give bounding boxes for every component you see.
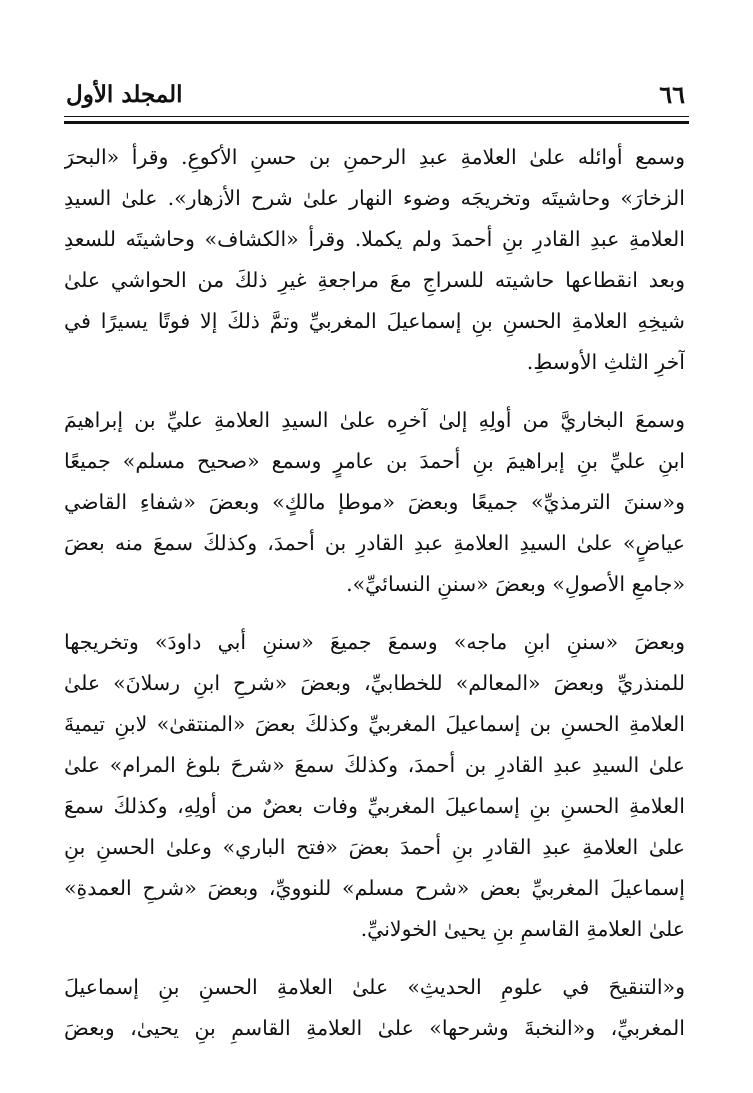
running-title: المجلد الأول (66, 81, 183, 108)
paragraph (64, 137, 685, 383)
text-line: علىٰ السيدِ عبدِ القادرِ بن أحمدَ، وكذلكَ سمعَ «شرحَ بلوغ المرام» علىٰ (64, 753, 685, 777)
paragraph (64, 622, 685, 950)
text-line: عياضٍ» علىٰ السيدِ العلامةِ عبدِ القادرِ بن أحمدَ، وكذلكَ سمعَ منه بعضَ (64, 531, 685, 555)
text-line: وسمع أوائله علىٰ العلامةِ عبدِ الرحمنِ بن حسنِ الأكوعِ. وقرأ «البحرَ (64, 145, 685, 169)
text-line: وبعضَ «سننِ ابنِ ماجه» وسمعَ جميعَ «سننِ أبي داودَ» وتخريجها (64, 630, 685, 654)
header-rule-thin (64, 116, 689, 117)
paragraph-gap (64, 605, 685, 622)
text-line: العلامةِ عبدِ القادرِ بنِ أحمدَ ولم يكملا. وقرأ «الكشاف» وحاشيتَه للسعدِ (64, 227, 685, 251)
text-line: آخرِ الثلثِ الأوسطِ. (526, 350, 685, 374)
text-line: إسماعيلَ المغربيِّ بعض «شرح مسلم» للنوويِّ، وبعضَ «شرحِ العمدةِ» (64, 876, 685, 900)
text-line: المغربيِّ، و«النخبةَ وشرحها» علىٰ العلامةِ القاسمِ بنِ يحيىٰ، وبعضَ (64, 1016, 685, 1040)
paragraph-gap (64, 950, 685, 967)
text-line: وبعد انقطاعها حاشيته للسراجِ معَ مراجعةِ غيرِ ذلكَ من الحواشي علىٰ (64, 268, 685, 292)
body-text (64, 137, 685, 1049)
text-line: العلامةِ الحسنِ بن إسماعيلَ المغربيِّ وكذلكَ بعضَ «المنتقىٰ» لابنِ تيميةَ (64, 712, 685, 736)
text-line: «جامعِ الأصولِ» وبعضَ «سننِ النسائيِّ». (346, 572, 685, 596)
text-line: شيخِهِ العلامةِ الحسنِ بنِ إسماعيلَ المغربيِّ وتمَّ ذلكَ إلا فوتًا يسيرًا في (64, 309, 685, 333)
text-line: و«التنقيحَ في علومِ الحديثِ» علىٰ العلامةِ الحسنِ بنِ إسماعيلَ (64, 975, 685, 999)
text-line: الزخارَ» وحاشيتَه وتخريجَه وضوء النهار علىٰ شرح الأزهار». علىٰ السيدِ (64, 186, 685, 210)
text-line: للمنذريِّ وبعضَ «المعالم» للخطابيِّ، وبعضَ «شرحِ ابنِ رسلانَ» علىٰ (64, 671, 685, 695)
paragraph (64, 400, 685, 605)
text-line: العلامةِ الحسنِ بنِ إسماعيلَ المغربيِّ وفات بعضٌ من أولِهِ، وكذلكَ سمعَ (64, 794, 685, 818)
text-line: علىٰ العلامةِ القاسمِ بنِ يحيىٰ الخولانيِّ. (360, 917, 685, 941)
page-number: ٦٦ (659, 80, 685, 109)
paragraph (64, 967, 685, 1049)
text-line: و«سننَ الترمذيِّ» جميعًا وبعضَ «موطإ مالكٍ» وبعضَ «شفاءِ القاضي (64, 490, 685, 514)
text-line: ابنِ عليِّ بنِ إبراهيمَ بنِ أحمدَ بن عامرٍ وسمع «صحيح مسلم» جميعًا (64, 449, 685, 473)
text-line: علىٰ العلامةِ عبدِ القادرِ بنِ أحمدَ بعضَ «فتح الباري» وعلىٰ الحسنِ بنِ (64, 835, 685, 859)
page-header (66, 80, 685, 116)
header-rule-thick (64, 121, 689, 124)
paragraph-gap (64, 383, 685, 400)
text-line: وسمعَ البخاريَّ من أولِهِ إلىٰ آخرِه علىٰ السيدِ العلامةِ عليِّ بن إبراهيمَ (64, 408, 685, 432)
